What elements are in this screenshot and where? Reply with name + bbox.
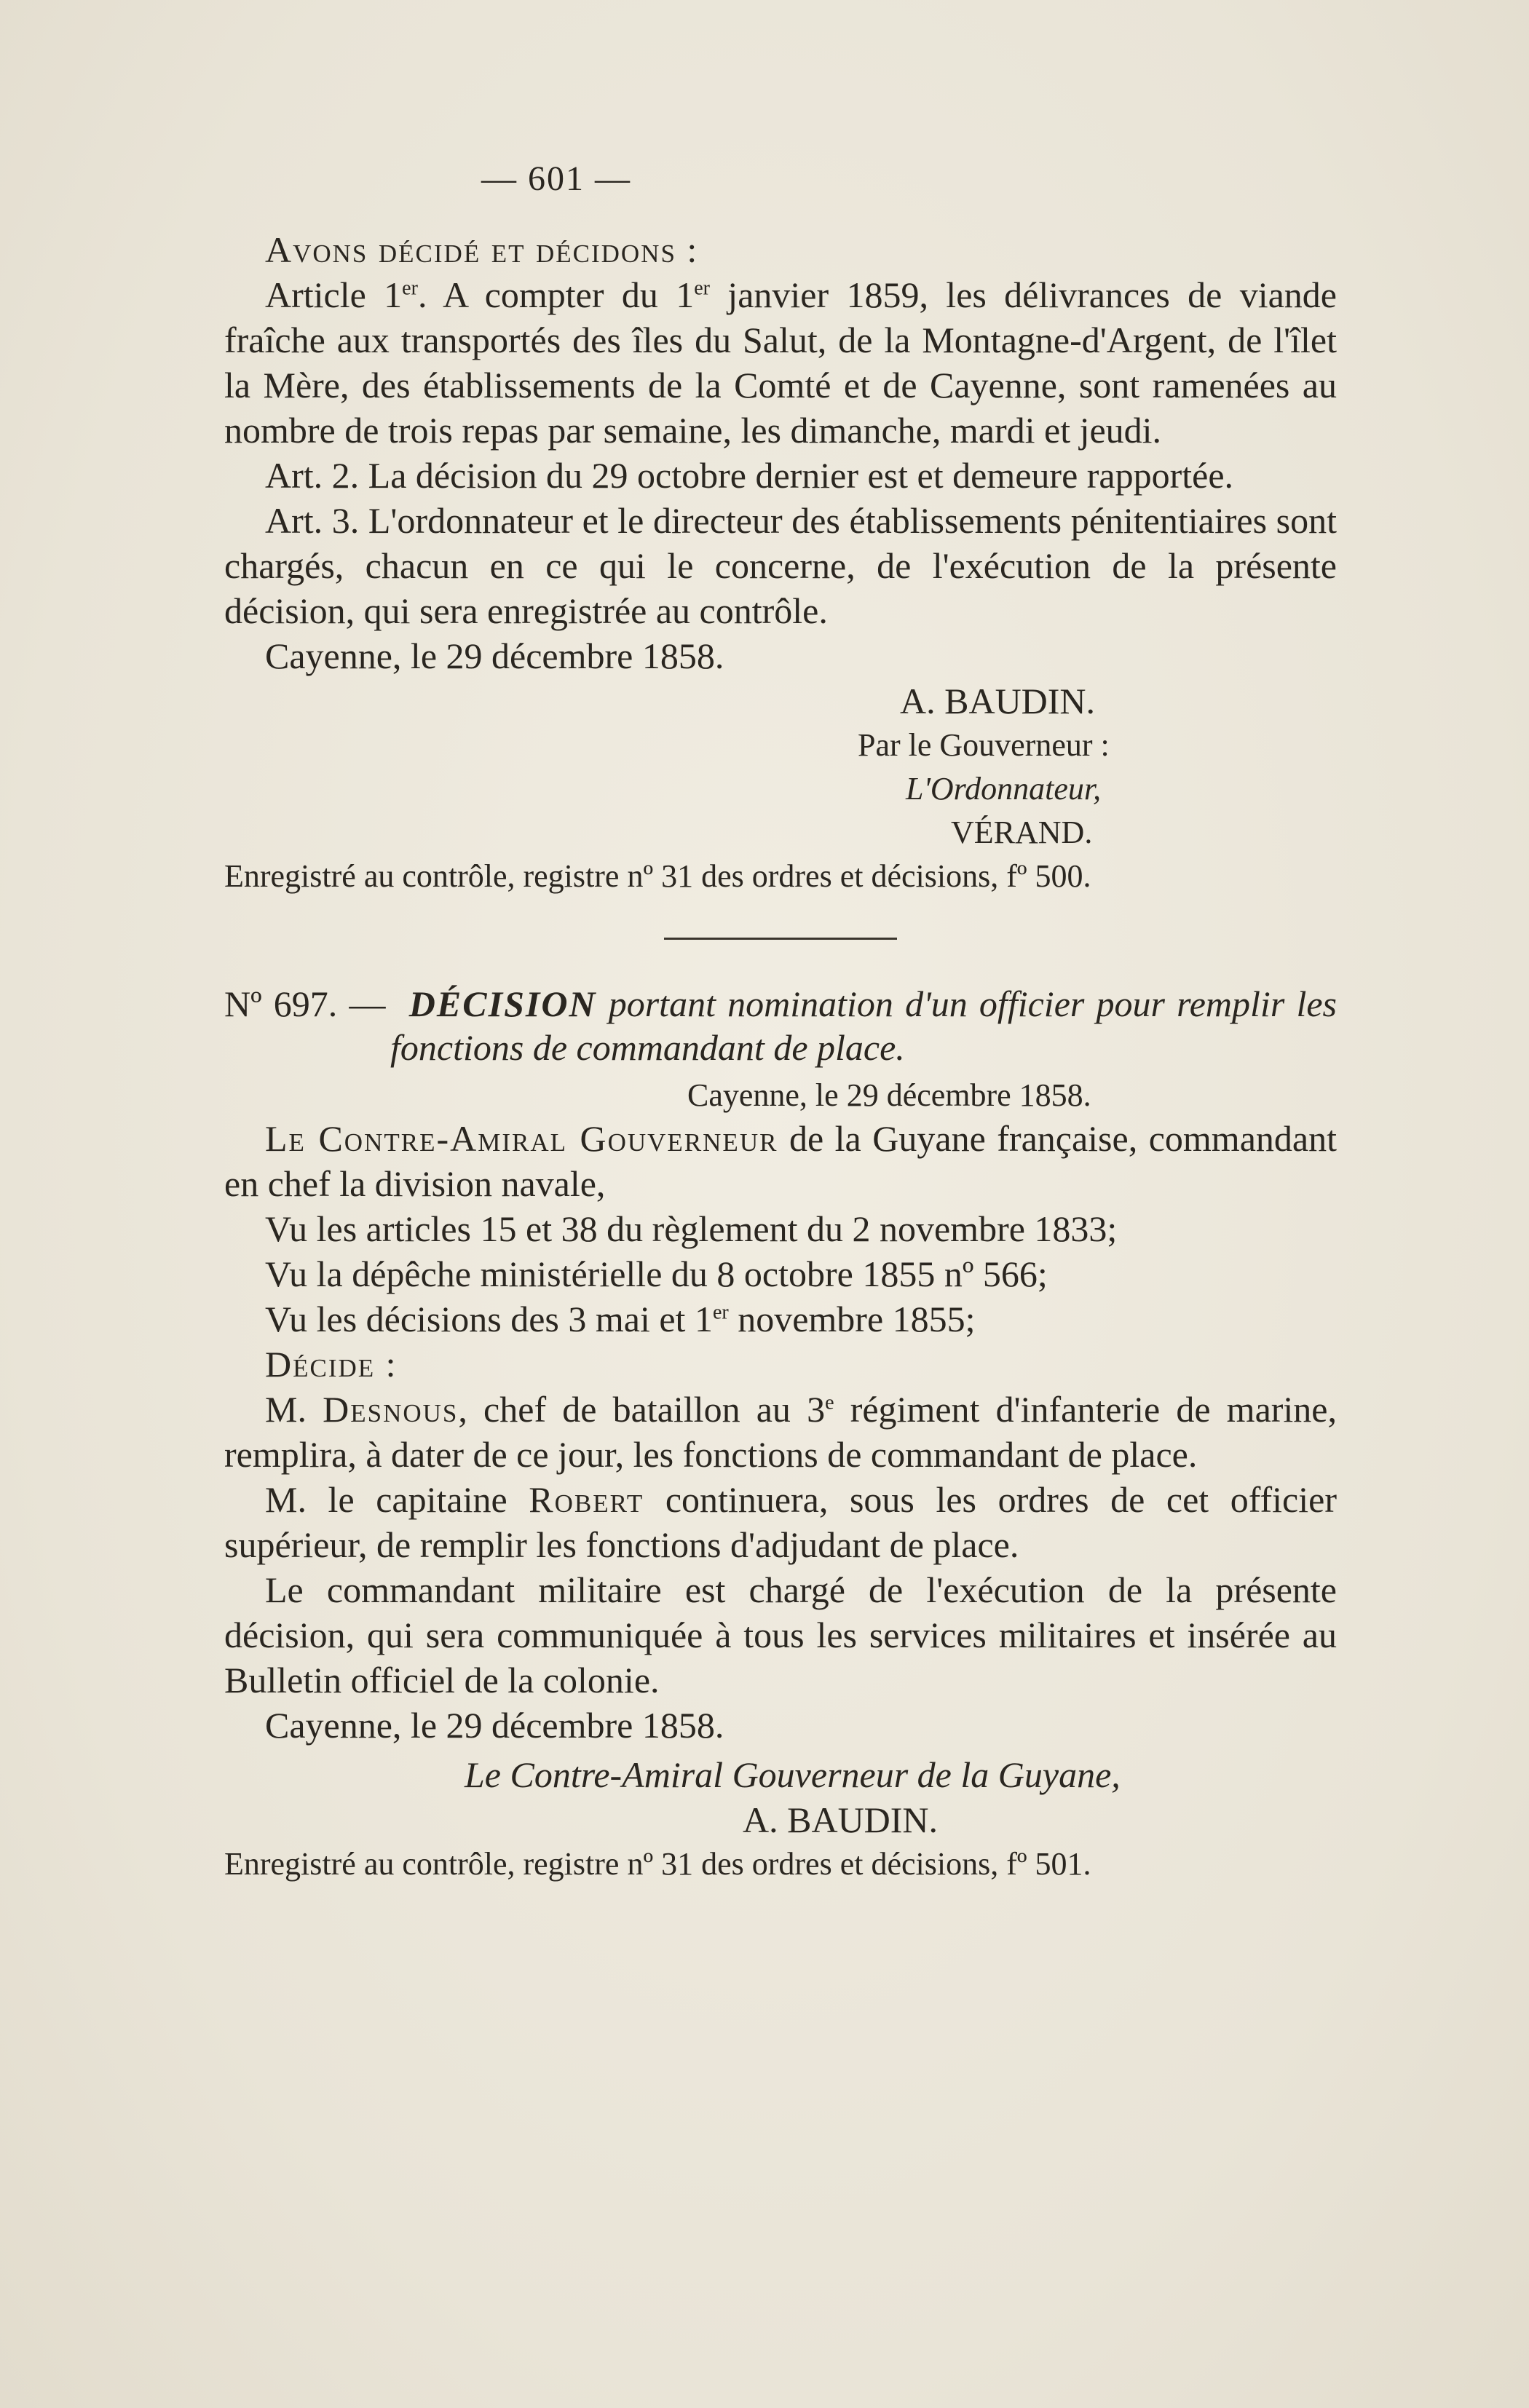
text-column	[224, 0, 1337, 1886]
decide: Décide :	[265, 1344, 398, 1385]
dateline: Cayenne, le 29 décembre 1858.	[687, 1077, 1091, 1113]
page-number: — 601 —	[481, 159, 631, 198]
ordonnateur-name: VÉRAND.	[951, 815, 1093, 850]
preamble: Avons décidé et décidons :	[265, 229, 699, 270]
par-le-gouverneur: Par le Gouverneur :	[858, 727, 1110, 763]
date-line-2: Cayenne, le 29 décembre 1858.	[265, 1705, 724, 1746]
paragraph-execution: Le commandant militaire est chargé de l'exécution de la présente décision, qui sera communiquée à tous les services militaires et insérée au Bulletin officiel de la colonie.	[224, 1569, 1337, 1700]
paragraph-desnous: M. Desnous, chef de bataillon au 3e régiment d'infanterie de marine, remplira, à dater de ce jour, les fonctions de commandant de place.	[224, 1389, 1337, 1475]
closing-title: Le Contre-Amiral Gouverneur de la Guyane,	[465, 1754, 1121, 1795]
date-line: Cayenne, le 29 décembre 1858.	[265, 635, 724, 676]
vu-3: Vu les décisions des 3 mai et 1er novembre 1855;	[265, 1299, 976, 1339]
article-3: Art. 3. L'ordonnateur et le directeur des établissements pénitentiaires sont chargés, chacun en ce qui le concerne, de l'exécution de la présente décision, qui sera enregistrée au contrôle.	[224, 500, 1337, 631]
vu-1: Vu les articles 15 et 38 du règlement du 2 novembre 1833;	[265, 1208, 1118, 1249]
signatory: A. BAUDIN.	[900, 681, 1096, 721]
paragraph-robert: M. le capitaine Robert continuera, sous les ordres de cet officier supérieur, de remplir les fonctions d'adjudant de place.	[224, 1479, 1337, 1565]
decision-heading: Nº 697. — DÉCISION portant nomination d'un officier pour remplir les fonctions de commandant de place.	[224, 983, 1337, 1068]
vu-2: Vu la dépêche ministérielle du 8 octobre 1855 nº 566;	[265, 1253, 1048, 1294]
article-1: Article 1er. A compter du 1er janvier 1859, les délivrances de viande fraîche aux transportés des îles du Salut, de la Montagne-d'Argent, de l'îlet la Mère, des établissements de la Comté et de Cayenne, sont ramenées au nombre de trois repas par semaine, les dimanche, mardi et jeudi.	[224, 274, 1337, 451]
article-2: Art. 2. La décision du 29 octobre dernier est et demeure rapportée.	[265, 455, 1234, 496]
signatory-2: A. BAUDIN.	[743, 1799, 939, 1840]
registration-note-2: Enregistré au contrôle, registre nº 31 des ordres et décisions, fº 501.	[224, 1846, 1091, 1882]
ordonnateur-title: L'Ordonnateur,	[906, 771, 1102, 807]
intro: Le Contre-Amiral Gouverneur de la Guyane française, commandant en chef la division navale,	[224, 1118, 1337, 1204]
registration-note: Enregistré au contrôle, registre nº 31 des ordres et décisions, fº 500.	[224, 858, 1091, 894]
